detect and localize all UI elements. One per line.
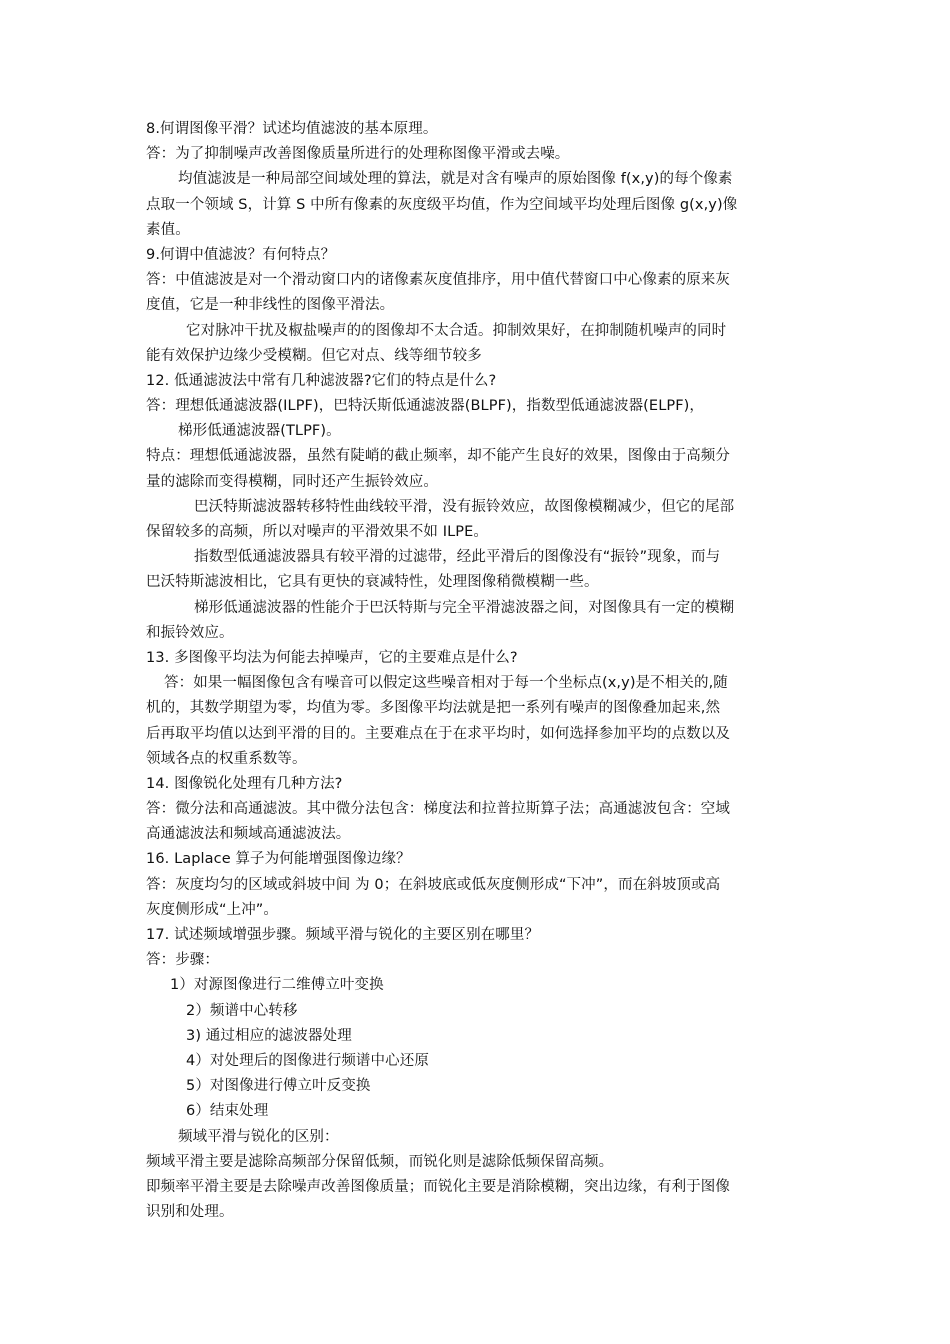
text-line: 答：理想低通滤波器(ILPF)，巴特沃斯低通滤波器(BLPF)，指数型低通滤波器(ELPF)， xyxy=(146,398,705,415)
text-line: 素值。 xyxy=(146,221,190,238)
text-line: 答：如果一幅图像包含有噪音可以假定这些噪音相对于每一个坐标点(x,y)是不相关的,随 xyxy=(164,675,728,692)
text-line: 梯形低通滤波器的性能介于巴沃特斯与完全平滑滤波器之间，对图像具有一定的模糊 xyxy=(194,599,735,616)
text-line: 指数型低通滤波器具有较平滑的过滤带，经此平滑后的图像没有“振铃”现象，而与 xyxy=(194,549,721,566)
text-line: 13. 多图像平均法为何能去掉噪声，它的主要难点是什么? xyxy=(146,649,518,666)
text-line: 即频率平滑主要是去除噪声改善图像质量；而锐化主要是消除模糊，突出边缘，有利于图像 xyxy=(146,1178,730,1195)
text-line: 2）频谱中心转移 xyxy=(186,1002,298,1019)
text-line: 识别和处理。 xyxy=(146,1204,234,1221)
text-line: 巴沃特斯滤波器转移特性曲线较平滑，没有振铃效应，故图像模糊减少，但它的尾部 xyxy=(194,498,735,515)
text-line: 9.何谓中值滤波？有何特点？ xyxy=(146,246,336,263)
text-line: 均值滤波是一种局部空间域处理的算法，就是对含有噪声的原始图像 f(x,y)的每个像素 xyxy=(178,171,733,188)
text-line: 8.何谓图像平滑？试述均值滤波的基本原理。 xyxy=(146,121,438,137)
text-line: 梯形低通滤波器(TLPF)。 xyxy=(178,423,341,440)
text-line: 灰度侧形成“上冲”。 xyxy=(146,901,279,918)
text-line: 和振铃效应。 xyxy=(146,624,234,641)
text-line: 17. 试述频域增强步骤。频域平滑与锐化的主要区别在哪里？ xyxy=(146,927,540,943)
text-line: 答：微分法和高通滤波。其中微分法包含：梯度法和拉普拉斯算子法；高通滤波包含：空域 xyxy=(146,801,730,818)
text-line: 高通滤波法和频域高通滤波法。 xyxy=(146,826,351,843)
text-line: 6）结束处理 xyxy=(186,1103,269,1120)
text-line: 频域平滑与锐化的区别： xyxy=(178,1128,339,1145)
text-line: 答：为了抑制噪声改善图像质量所进行的处理称图像平滑或去噪。 xyxy=(146,146,570,163)
text-line: 后再取平均值以达到平滑的目的。主要难点在于在求平均时，如何选择参加平均的点数以及 xyxy=(146,725,730,742)
text-line: 领域各点的权重系数等。 xyxy=(146,750,307,767)
text-line: 答：灰度均匀的区域或斜坡中间 为 0；在斜坡底或低灰度侧形成“下冲”，而在斜坡顶或高 xyxy=(146,876,721,893)
text-line: 12. 低通滤波法中常有几种滤波器?它们的特点是什么? xyxy=(146,372,497,389)
text-line: 频域平滑主要是滤除高频部分保留低频，而锐化则是滤除低频保留高频。 xyxy=(146,1153,614,1170)
text-line: 保留较多的高频，所以对噪声的平滑效果不如 ILPE。 xyxy=(146,524,488,540)
text-line: 答：步骤： xyxy=(146,952,219,969)
text-line: 点取一个领域 S，计算 S 中所有像素的灰度级平均值，作为空间域平均处理后图像 g(x,y)像 xyxy=(146,196,738,213)
text-line: 1）对源图像进行二维傅立叶变换 xyxy=(170,977,384,994)
text-line: 答：中值滤波是对一个滑动窗口内的诸像素灰度值排序，用中值代替窗口中心像素的原来灰 xyxy=(146,272,730,289)
text-line: 特点：理想低通滤波器，虽然有陡峭的截止频率，却不能产生良好的效果，图像由于高频分 xyxy=(146,448,730,465)
text-line: 巴沃特斯滤波相比，它具有更快的衰减特性，处理图像稍微模糊一些。 xyxy=(146,574,599,591)
text-line: 能有效保护边缘少受模糊。但它对点、线等细节较多 xyxy=(146,347,482,364)
text-line: 5）对图像进行傅立叶反变换 xyxy=(186,1078,371,1095)
text-line: 14. 图像锐化处理有几种方法? xyxy=(146,775,343,792)
text-line: 它对脉冲干扰及椒盐噪声的的图像却不太合适。抑制效果好，在抑制随机噪声的同时 xyxy=(186,322,727,339)
text-line: 量的滤除而变得模糊，同时还产生振铃效应。 xyxy=(146,473,438,490)
text-line: 4）对处理后的图像进行频谱中心还原 xyxy=(186,1052,429,1069)
text-line: 3) 通过相应的滤波器处理 xyxy=(186,1027,352,1044)
text-line: 度值，它是一种非线性的图像平滑法。 xyxy=(146,297,395,314)
text-line: 机的，其数学期望为零，均值为零。多图像平均法就是把一系列有噪声的图像叠加起来,然 xyxy=(146,700,721,717)
text-line: 16. Laplace 算子为何能增强图像边缘？ xyxy=(146,851,411,868)
document-body xyxy=(146,117,810,1225)
